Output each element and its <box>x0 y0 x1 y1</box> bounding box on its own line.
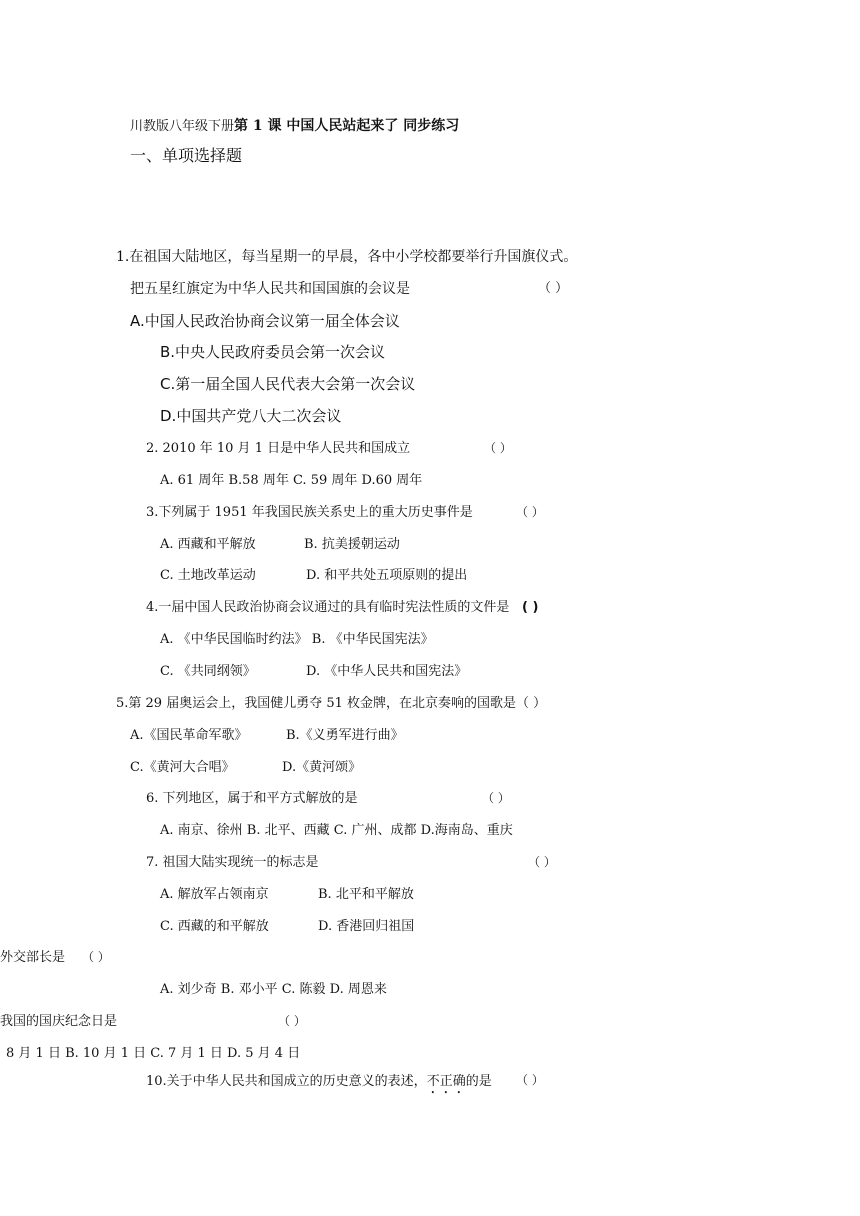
q4-option-d: D. 《中华人民共和国宪法》 <box>306 664 468 679</box>
q10-stem-start: 10.关于中华人民共和国成立的历史意义的表述， <box>146 1074 427 1089</box>
q4-stem: 4.一届中国人民政治协商会议通过的具有临时宪法性质的文件是 <box>146 600 510 615</box>
q1-stem-line1: 1.在祖国大陆地区，每当星期一的早晨，各中小学校都要举行升国旗仪式。 <box>116 249 578 265</box>
q2-options: A. 61 周年 B.58 周年 C. 59 周年 D.60 周年 <box>160 473 423 488</box>
q7-option-a: A. 解放军占领南京 <box>160 887 269 902</box>
q6-stem: 6. 下列地区，属于和平方式解放的是 <box>146 791 358 806</box>
q7-option-c: C. 西藏的和平解放 <box>160 919 269 934</box>
q5-stem: 5.第 29 届奥运会上，我国健儿勇夺 51 枚金牌，在北京奏响的国歌是（ ） <box>116 696 547 711</box>
q9-stem: 我国的国庆纪念日是 <box>0 1014 118 1029</box>
q7-stem: 7. 祖国大陆实现统一的标志是 <box>146 855 319 870</box>
q2-stem: 2. 2010 年 10 月 1 日是中华人民共和国成立 <box>146 441 411 456</box>
q7-answer-paren: （ ） <box>528 855 556 869</box>
q3-option-b: B. 抗美援朝运动 <box>304 537 400 552</box>
q8-stem: 外交部长是 <box>0 950 66 965</box>
q3-answer-paren: （ ） <box>516 505 544 519</box>
title-main: 第 1 课 中国人民站起来了 同步练习 <box>234 118 460 134</box>
q10-stem-end: 的是 <box>465 1074 492 1089</box>
q6-answer-paren: （ ） <box>482 791 510 805</box>
q4-option-c: C. 《共同纲领》 <box>160 664 256 679</box>
q6-options: A. 南京、徐州 B. 北平、西藏 C. 广州、成都 D.海南岛、重庆 <box>160 823 513 838</box>
q1-answer-paren: （ ） <box>538 281 569 296</box>
q3-stem: 3.下列属于 1951 年我国民族关系史上的重大历史事件是 <box>146 505 473 520</box>
q5-option-a: A.《国民革命军歌》 <box>130 728 248 743</box>
q1-option-d: D.中国共产党八大二次会议 <box>160 407 342 425</box>
section-title: 一、单项选择题 <box>130 146 243 165</box>
document-title <box>130 119 459 133</box>
q7-option-d: D. 香港回归祖国 <box>318 919 415 934</box>
q1-option-c: C.第一届全国人民代表大会第一次会议 <box>160 375 416 393</box>
q4-answer-paren: ( ) <box>522 600 539 615</box>
q10-emphasis: 不正确 <box>426 1074 466 1089</box>
q3-option-d: D. 和平共处五项原则的提出 <box>306 568 468 583</box>
q8-answer-paren: （ ） <box>82 950 110 964</box>
q1-option-b: B.中央人民政府委员会第一次会议 <box>160 343 386 361</box>
q5-option-d: D.《黄河颂》 <box>282 760 362 775</box>
q9-answer-paren: （ ） <box>278 1014 306 1028</box>
q1-stem-line2: 把五星红旗定为中华人民共和国国旗的会议是 <box>130 281 410 297</box>
q10-answer-paren: （ ） <box>516 1073 544 1087</box>
q3-option-c: C. 土地改革运动 <box>160 568 256 583</box>
title-prefix: 川教版八年级下册 <box>130 119 235 134</box>
q8-options: A. 刘少奇 B. 邓小平 C. 陈毅 D. 周恩来 <box>160 982 387 997</box>
q2-answer-paren: （ ） <box>484 441 512 455</box>
q9-options: 8 月 1 日 B. 10 月 1 日 C. 7 月 1 日 D. 5 月 4 日 <box>6 1046 301 1061</box>
q10-stem <box>146 1074 492 1097</box>
q3-option-a: A. 西藏和平解放 <box>160 537 256 552</box>
q4-option-ab: A. 《中华民国临时约法》 B. 《中华民国宪法》 <box>160 632 434 647</box>
q5-option-b: B.《义勇军进行曲》 <box>286 728 404 743</box>
q7-option-b: B. 北平和平解放 <box>318 887 414 902</box>
q5-option-c: C.《黄河大合唱》 <box>130 760 235 775</box>
q1-option-a: A.中国人民政治协商会议第一届全体会议 <box>130 312 400 330</box>
